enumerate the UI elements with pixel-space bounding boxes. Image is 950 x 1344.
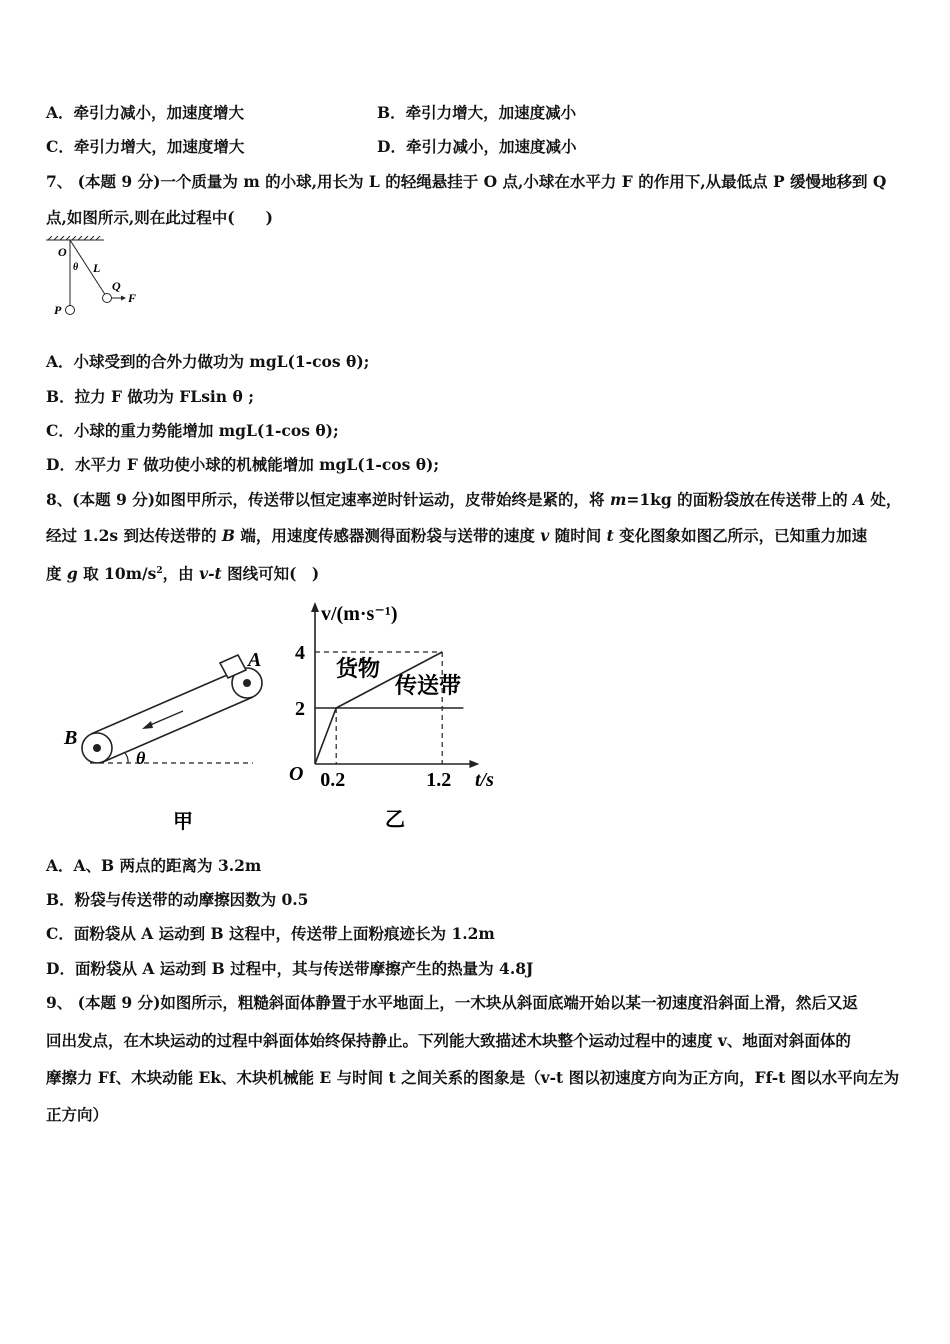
- x-tick-label-1: 1.2: [426, 769, 452, 791]
- q9-stem-line2: 回出发点，在木块运动的过程中斜面体始终保持静止。下列能大致描述木块整个运动过程中的速度 v、地面对斜面体的: [46, 1031, 851, 1050]
- ball-p: [66, 306, 75, 315]
- chart-xlabel: t/s: [475, 769, 494, 791]
- x-tick-label-0: 0.2: [320, 769, 346, 791]
- q6-option-d: D．牵引力减小，加速度减小: [377, 137, 577, 156]
- vt-chart: [285, 592, 525, 842]
- q8-option-c: C．面粉袋从 A 运动到 B 这程中，传送带上面粉痕迹长为 1.2m: [46, 924, 495, 943]
- q8-stem-line3: 度 g 取 $10m/s^2$，由 v-t 图线可知( ): [46, 564, 320, 583]
- label-theta: θ: [136, 748, 146, 768]
- chart-ylabel: v/(m·s⁻¹): [321, 603, 398, 625]
- y-tick-label-1: 4: [295, 642, 305, 664]
- q6-option-a: A．牵引力减小，加速度增大: [46, 103, 245, 122]
- y-tick-label-0: 2: [295, 698, 305, 720]
- q7-stem-line1: 7、 (本题 9 分)一个质量为 m 的小球,用长为 L 的轻绳悬挂于 O 点,小球在水平力 F 的作用下,从最低点 P 缓慢地移到 Q: [46, 172, 887, 191]
- belt-bottom: [103, 697, 253, 762]
- q8-option-a: A．A、B 两点的距离为 3.2m: [46, 856, 262, 875]
- q8-stem-line2: 经过 1.2s 到达传送带的 B 端，用速度传感器测得面粉袋与送带的速度 v 随时间 t 变化图象如图乙所示，已知重力加速: [46, 526, 868, 545]
- pulley-a-axle: [243, 679, 251, 687]
- pulley-b-axle: [93, 744, 101, 752]
- ceiling-hatch: [46, 236, 104, 240]
- label-q: Q: [112, 279, 121, 293]
- chart-origin: O: [289, 763, 304, 785]
- q8-stem-line1: 8、(本题 9 分)如图甲所示，传送带以恒定速率逆时针运动，皮带始终是紧的，将 m=1kg 的面粉袋放在传送带上的 A 处，: [46, 490, 902, 509]
- legend-huowu: 货物: [336, 656, 381, 681]
- x-axis-arrow: [469, 760, 479, 768]
- caption-jia: 甲: [173, 811, 193, 833]
- direction-arrowhead: [142, 721, 153, 729]
- q7-option-b: B．拉力 F 做功为 FLsin θ ;: [46, 387, 254, 406]
- label-f: F: [128, 291, 137, 305]
- label-o: O: [58, 245, 67, 259]
- y-axis-arrow: [311, 602, 319, 612]
- label-a: A: [248, 649, 262, 671]
- label-b: B: [64, 727, 78, 749]
- label-l: L: [93, 261, 101, 275]
- label-p: P: [54, 303, 62, 317]
- angle-arc: [125, 753, 128, 763]
- q8-option-d: D．面粉袋从 A 运动到 B 过程中，其与传送带摩擦产生的热量为 4.8J: [46, 959, 534, 978]
- force-arrowhead: [121, 296, 126, 301]
- conveyor-figure: [58, 640, 268, 840]
- legend-chuansongdai: 传送带: [395, 673, 462, 698]
- ball-q: [103, 294, 112, 303]
- q6-option-b: B．牵引力增大，加速度减小: [377, 103, 577, 122]
- q7-option-c: C．小球的重力势能增加 mgL(1-cos θ);: [46, 421, 339, 440]
- q7-stem-line2: 点,如图所示,则在此过程中( ): [46, 208, 273, 227]
- q7-option-a: A．小球受到的合外力做功为 mgL(1-cos θ);: [46, 352, 370, 371]
- q6-option-c: C．牵引力增大，加速度增大: [46, 137, 245, 156]
- caption-yi: 乙: [385, 809, 405, 831]
- q7-option-d: D．水平力 F 做功使小球的机械能增加 mgL(1-cos θ);: [46, 455, 440, 474]
- label-theta: θ: [73, 262, 79, 273]
- q8-option-b: B．粉袋与传送带的动摩擦因数为 0.5: [46, 890, 309, 909]
- q9-stem-line4: 正方向）: [46, 1105, 109, 1124]
- q9-stem-line1: 9、 (本题 9 分)如图所示，粗糙斜面体静置于水平地面上，一木块从斜面底端开始以某一初速度沿斜面上滑，然后又返: [46, 993, 858, 1012]
- q9-stem-line3: 摩擦力 Ff、木块动能 Ek、木块机械能 E 与时间 t 之间关系的图象是（v-t 图以初速度方向为正方向，Ff-t 图以水平向左为: [46, 1068, 900, 1087]
- belt-top: [91, 669, 241, 734]
- direction-arrow: [148, 711, 183, 726]
- pendulum-figure: [44, 236, 154, 320]
